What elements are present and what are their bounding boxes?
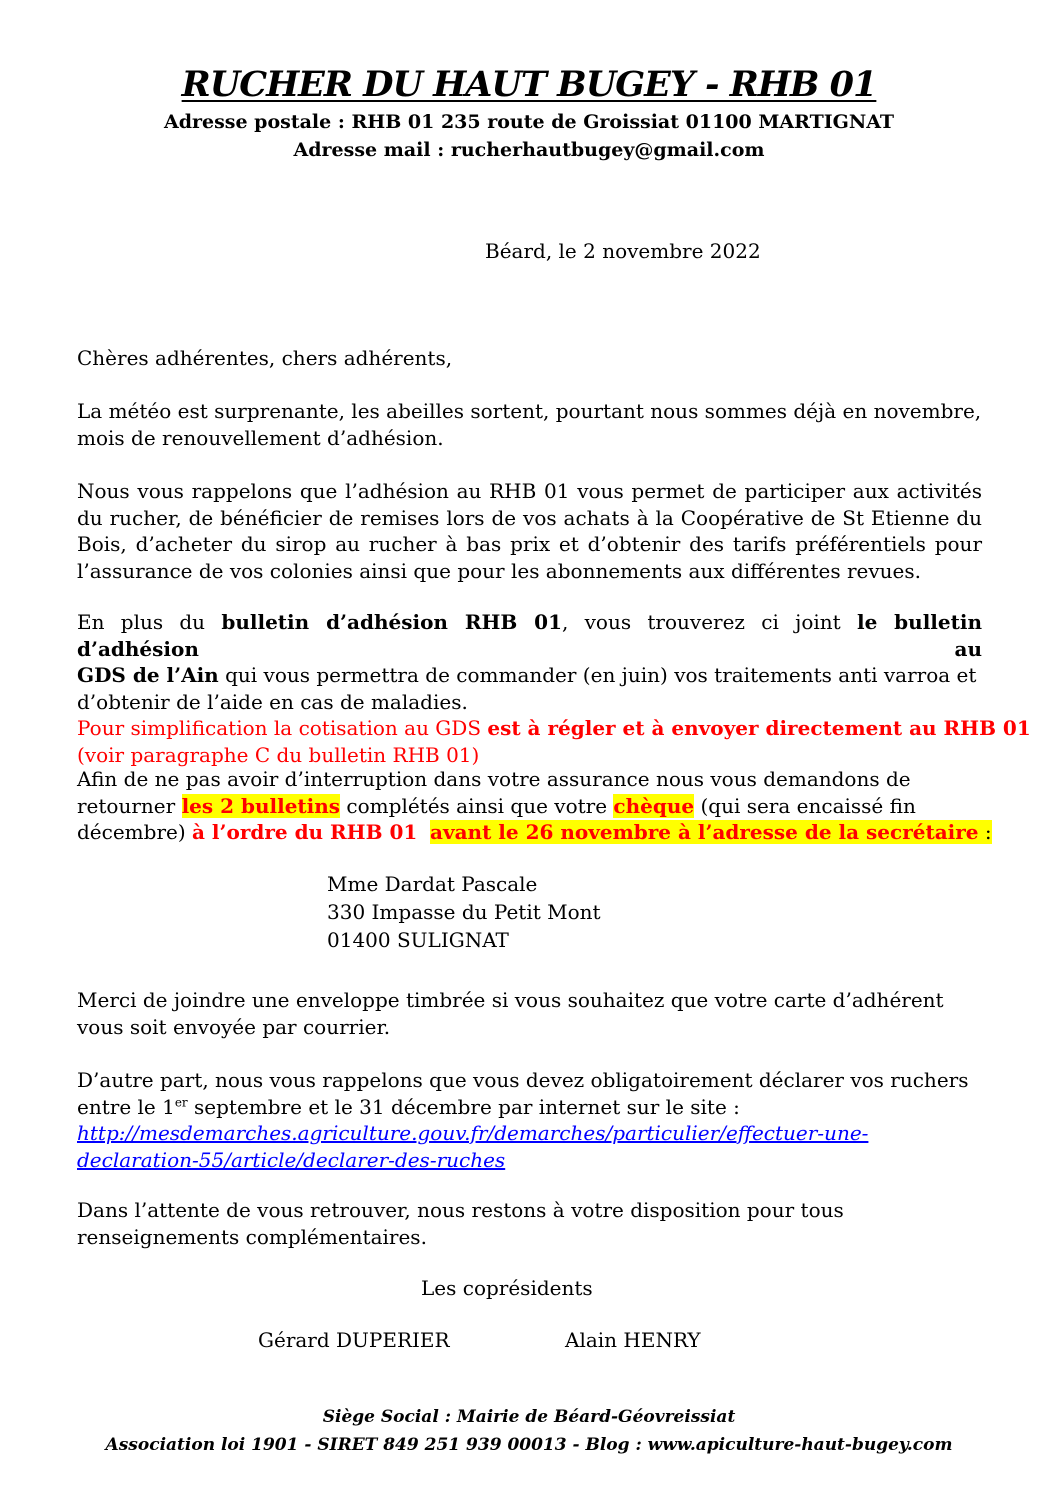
paragraph-line [77, 793, 982, 820]
mail-address-value: rucherhautbugey@gmail.com [450, 139, 765, 161]
footer-head-office: Siège Social : Mairie de Béard-Géovreissiat [322, 1407, 736, 1427]
paragraph-line: vous soit envoyée par courrier. [77, 1014, 391, 1039]
highlighted-text: les 2 bulletins [181, 793, 341, 818]
paragraph-line: D’autre part, nous vous rappelons que vous devez obligatoirement déclarer vos ruchers [77, 1068, 969, 1092]
letter-date: Béard, le 2 novembre 2022 [485, 239, 761, 263]
paragraph-line: Dans l’attente de vous retrouver, nous restons à votre disposition pour tous [77, 1198, 844, 1222]
address-city: 01400 SULIGNAT [327, 928, 509, 952]
footer-association: Association loi 1901 - SIRET 849 251 939 00013 - Blog : www.apiculture-haut-bugey.com [105, 1435, 953, 1455]
paragraph-line [77, 1094, 982, 1121]
signature-title: Les coprésidents [421, 1276, 593, 1300]
paragraph-declaration [77, 1067, 982, 1173]
postal-address [0, 111, 1058, 133]
declaration-link-line-2[interactable]: declaration-55/article/declarer-des-ruches [77, 1147, 506, 1172]
mail-address [0, 139, 1058, 161]
text-run: retourner [77, 793, 182, 818]
paragraph-line: Afin de ne pas avoir d’interruption dans votre assurance nous vous demandons de [77, 767, 911, 791]
paragraph-line: d’obtenir de l’aide en cas de maladies. [77, 689, 468, 714]
paragraph-line-red: (voir paragraphe C du bulletin RHB 01) [77, 742, 480, 767]
paragraph-benefits: Nous vous rappelons que l’adhésion au RHB 01 vous permet de participer aux activités du rucher, de bénéficier de remises lors de vos achats à la Coopérative de St Etienne du Bois, d’acheter du sirop au rucher à bas prix et d’obtenir des tarifs préférentiels pour l’assurance de vos colonies ainsi que pour les abonnements aux différentes revues. [77, 479, 982, 583]
red-text: Pour simplification la cotisation au GDS [77, 716, 488, 740]
text-run [417, 820, 430, 844]
paragraph-line: Merci de joindre une enveloppe timbrée si vous souhaitez que votre carte d’adhérent [77, 988, 944, 1012]
bold-text: GDS de l’Ain [77, 663, 219, 687]
text-run: septembre et le 31 décembre par internet sur le site : [187, 1094, 740, 1119]
red-bold-text: est à régler et à envoyer directement au RHB 01 [487, 716, 1031, 740]
paragraph-line: renseignements complémentaires. [77, 1224, 427, 1249]
bold-text: bulletin d’adhésion RHB 01 [221, 610, 562, 634]
text-run: (qui sera encaissé fin [694, 793, 916, 818]
paragraph-weather [77, 398, 982, 451]
signature-right: Alain HENRY [565, 1328, 701, 1352]
paragraph-envelope [77, 987, 982, 1040]
superscript: er [174, 1094, 188, 1109]
declaration-link-line-1[interactable]: http://mesdemarches.agriculture.gouv.fr/demarches/particulier/effectuer-une- [77, 1121, 869, 1145]
paragraph-closing [77, 1197, 982, 1250]
paragraph-line [77, 662, 982, 689]
paragraph-line: mois de renouvellement d’adhésion. [77, 425, 444, 450]
text-run: : [978, 820, 992, 844]
letterhead-title: RUCHER DU HAUT BUGEY - RHB 01 [181, 64, 877, 105]
address-street: 330 Impasse du Petit Mont [327, 900, 601, 924]
greeting: Chères adhérentes, chers adhérents, [77, 346, 453, 370]
mail-address-label: Adresse mail : [293, 139, 445, 161]
postal-address-value: RHB 01 235 route de Groissiat 01100 MARTIGNAT [351, 111, 895, 133]
text-run: , vous trouverez ci joint [561, 610, 857, 634]
text-run: qui vous permettra de commander (en juin) vos traitements anti varroa et [218, 663, 977, 687]
text-run: décembre) [77, 820, 192, 844]
secretary-address [327, 870, 601, 954]
signature-left: Gérard DUPERIER [258, 1328, 450, 1352]
highlighted-text: chèque [613, 793, 695, 818]
paragraph-line [77, 609, 982, 662]
paragraph-line [77, 819, 992, 846]
red-bold-text: à l’ordre du RHB 01 [192, 820, 418, 844]
text-run: entre le 1 [77, 1094, 175, 1119]
text-run: En plus du [77, 610, 222, 634]
paragraph-return-instructions [77, 766, 992, 846]
paragraph-line: La météo est surprenante, les abeilles sortent, pourtant nous sommes déjà en novembre, [77, 399, 982, 423]
paragraph-line-red [77, 715, 1031, 742]
text-run: complétés ainsi que votre [340, 793, 614, 818]
bold-text: le bulletin d’adhésion au [77, 610, 982, 661]
paragraph-bulletins [77, 609, 1031, 768]
highlighted-text: avant le 26 novembre à l’adresse de la secrétaire [430, 820, 979, 844]
address-name: Mme Dardat Pascale [327, 872, 538, 896]
postal-address-label: Adresse postale : [163, 111, 345, 133]
